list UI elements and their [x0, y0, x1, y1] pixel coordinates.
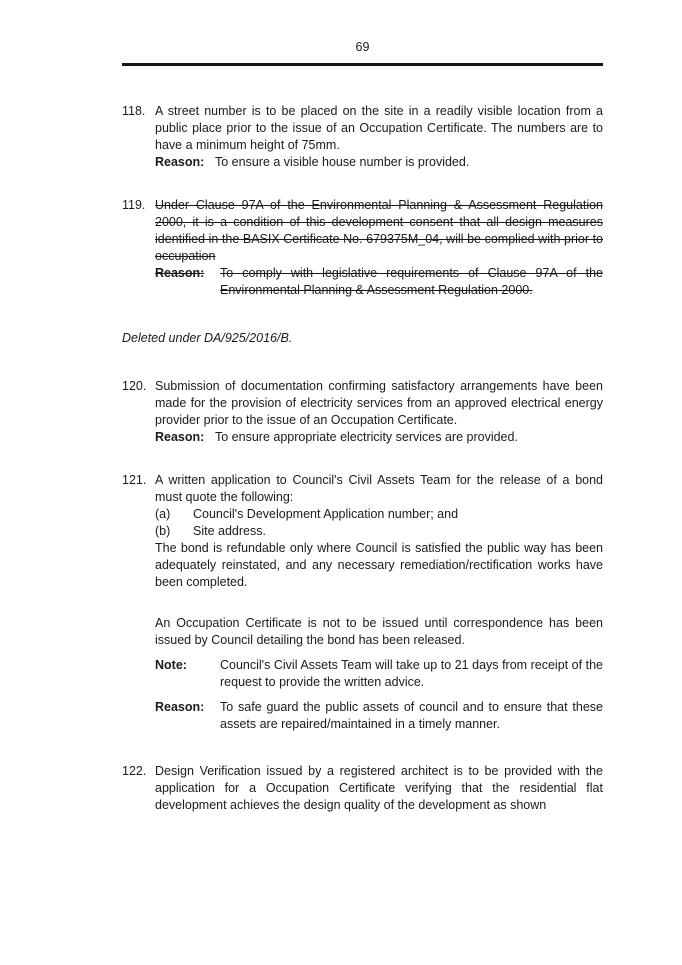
reason-text-strikethrough: To comply with legislative requirements of Clause 97A of the Environmental Planning & Assessment Regulation 2000. [220, 265, 603, 297]
page-content [122, 0, 603, 814]
condition-121-subitem-b [155, 523, 603, 540]
condition-121-subitem-a [155, 506, 603, 523]
condition-121-reason-row [155, 699, 603, 733]
condition-118 [122, 103, 603, 171]
condition-118-reason-row [155, 154, 603, 171]
condition-119 [122, 197, 603, 299]
condition-120-number: 120. [122, 378, 147, 393]
header-rule [122, 63, 603, 66]
condition-119-body-strikethrough: Under Clause 97A of the Environmental Planning & Assessment Regulation 2000, it is a condition of this development consent that all design measures identified in the BASIX Certificate No. 679375M_04, will be complied with prior to occupation [155, 197, 603, 263]
subitem-label: (a) [155, 506, 171, 521]
condition-122-body: Design Verification issued by a registered architect is to be provided with the application for a Occupation Certificate verifying that the residential flat development achieves the design quality of the development as shown [155, 763, 603, 812]
condition-122-number: 122. [122, 763, 147, 778]
condition-121-number: 121. [122, 472, 147, 487]
condition-121 [122, 472, 603, 733]
subitem-label: (b) [155, 523, 171, 538]
reason-label: Reason: [155, 154, 205, 169]
deleted-annotation: Deleted under DA/925/2016/B. [122, 330, 293, 345]
condition-121-note-row [155, 657, 603, 691]
note-text: Council's Civil Assets Team will take up to 21 days from receipt of the request to provide the written advice. [220, 657, 603, 689]
condition-121-body3: An Occupation Certificate is not to be issued until correspondence has been issued by Council detailing the bond has been released. [155, 615, 603, 647]
condition-118-body: A street number is to be placed on the site in a readily visible location from a public place prior to the issue of an Occupation Certificate. The numbers are to have a minimum height of 75mm. [155, 103, 603, 152]
reason-text: To ensure appropriate electricity services are provided. [215, 429, 518, 444]
reason-text: To ensure a visible house number is provided. [215, 154, 470, 169]
reason-label: Reason: [155, 265, 205, 280]
note-label: Note: [155, 657, 187, 672]
condition-122 [122, 763, 603, 814]
subitem-text: Site address. [193, 523, 266, 538]
condition-120-reason-row [155, 429, 603, 446]
subitem-text: Council's Development Application number; and [193, 506, 459, 521]
condition-121-body2: The bond is refundable only where Council is satisfied the public way has been adequately reinstated, and any necessary remediation/rectification works have been completed. [155, 540, 603, 589]
reason-label: Reason: [155, 699, 205, 714]
reason-text: To safe guard the public assets of council and to ensure that these assets are repaired/maintained in a timely manner. [220, 699, 603, 731]
condition-120-body: Submission of documentation confirming satisfactory arrangements have been made for the provision of electricity services from an approved electrical energy provider prior to the issue of an Occupation Certificate. [155, 378, 603, 427]
page-number: 69 [355, 40, 370, 54]
reason-label: Reason: [155, 429, 205, 444]
condition-120 [122, 378, 603, 446]
condition-118-number: 118. [122, 103, 146, 118]
condition-121-body: A written application to Council's Civil Assets Team for the release of a bond must quote the following: [155, 472, 603, 504]
condition-119-number: 119. [122, 197, 146, 212]
condition-119-reason-row [155, 265, 603, 299]
